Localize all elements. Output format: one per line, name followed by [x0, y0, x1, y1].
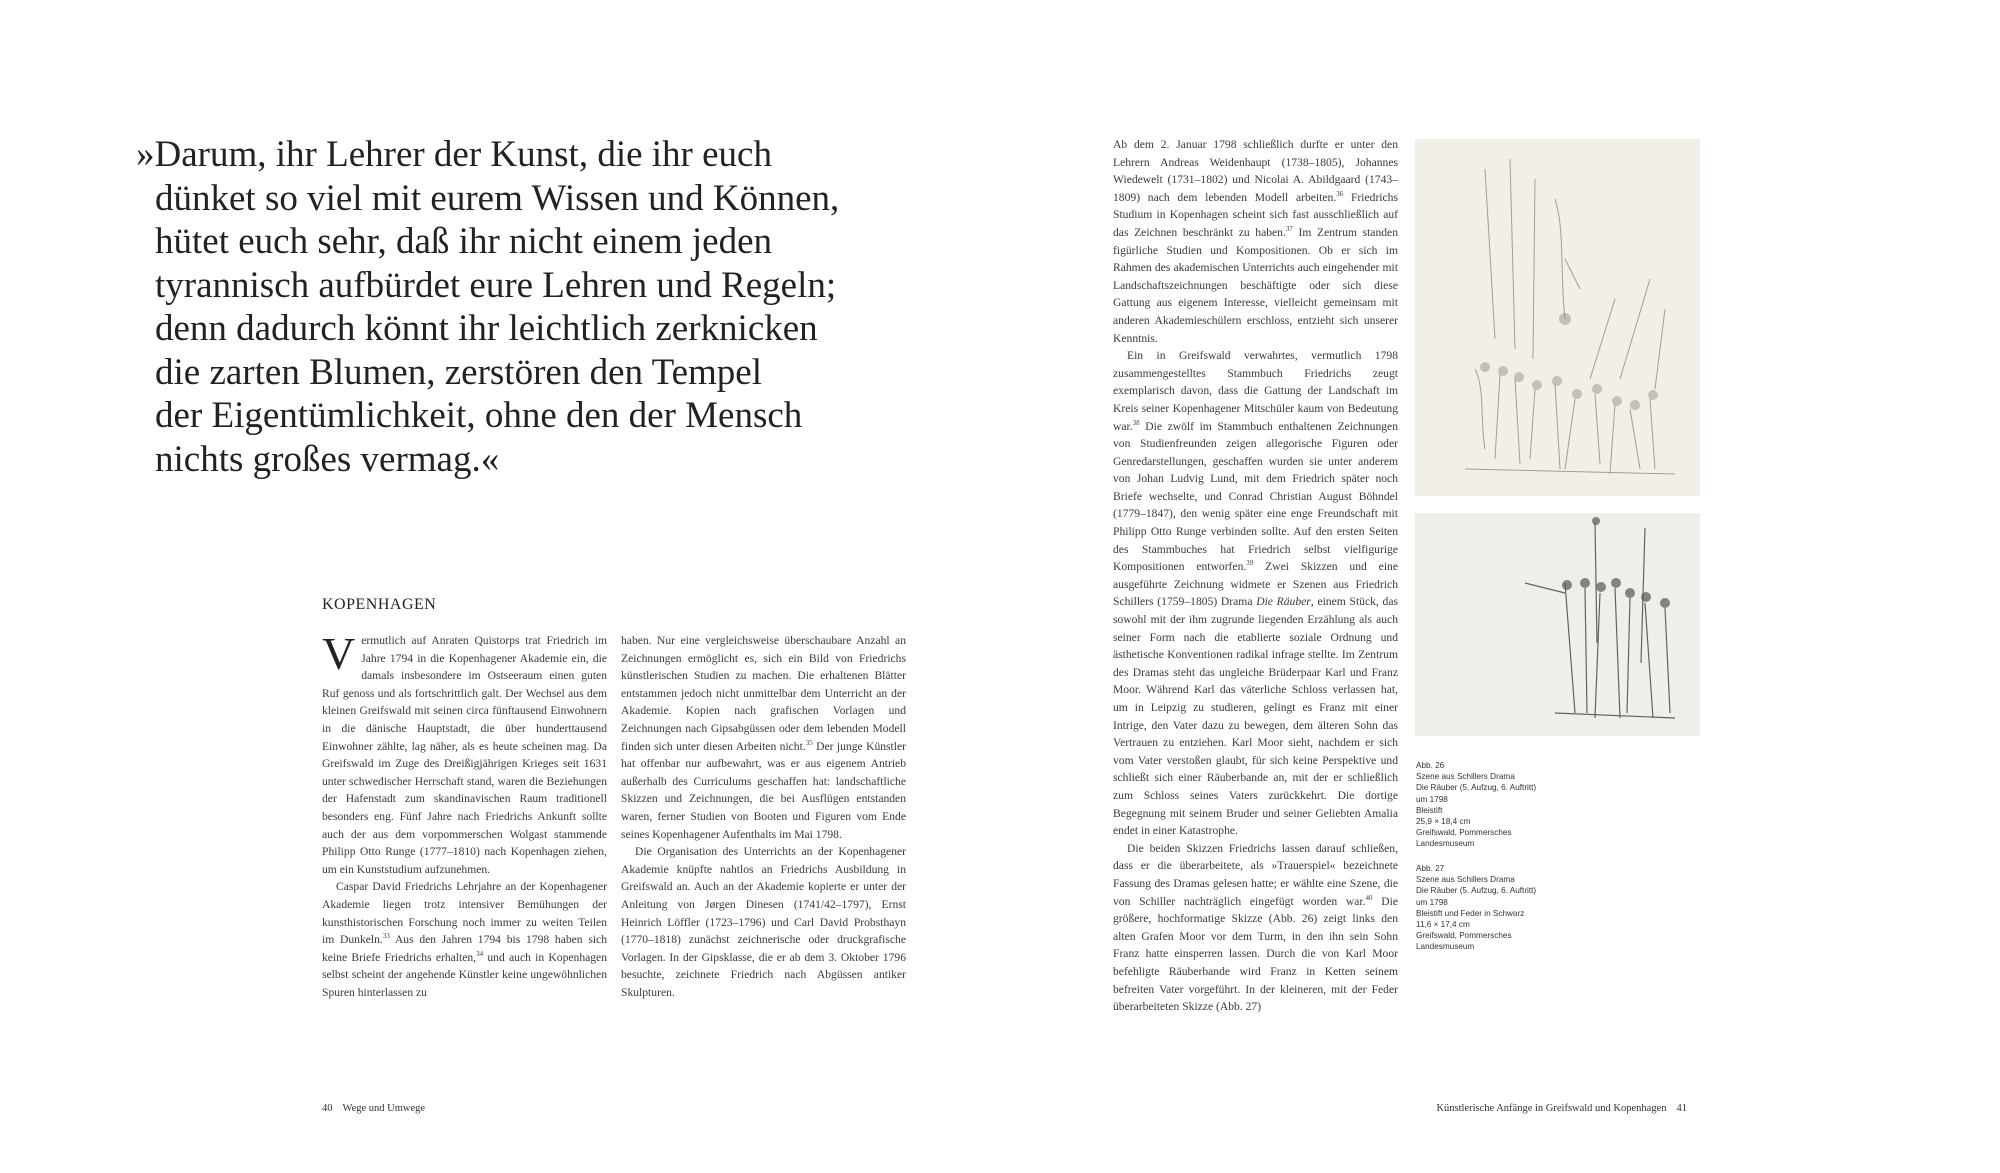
caption-line: um 1798 — [1416, 897, 1448, 907]
folio-left — [322, 1103, 425, 1114]
page-number: 40 — [322, 1103, 333, 1114]
caption-line: Szene aus Schillers Drama — [1416, 772, 1515, 782]
paragraph — [322, 878, 607, 1001]
caption-line: Bleistift und Feder in Schwarz — [1416, 908, 1525, 918]
paragraph-text: Die zwölf im Stammbuch enthaltenen Zeichnungen von Studienfreunden zeigen allegorische Figuren oder Genredarstellungen, geschaffen wurden sie unter anderem von Johan Ludvig Lund, mit dem Friedrich später noch Briefe wechselte, und Conrad Christian August Böhndel (1779–1847), den wenig später eine enge Freundschaft mit Philipp Otto Runge verbinden sollte. Auf den ersten Seiten des Stammbuches hat Friedrich selbst vielfigurige Kompositionen entworfen. — [1113, 419, 1398, 574]
quote-line: der Eigentümlichkeit, ohne den der Mensch — [155, 395, 803, 436]
footnote-ref: 34 — [476, 949, 484, 958]
figure-abb27-sketch — [1415, 513, 1700, 736]
paragraph-text: Die beiden Skizzen Friedrichs lassen darauf schließen, dass er die überarbeitete, als »Trauerspiel« bezeichnete Fassung des Dramas gelesen hatte; er wählte eine Szene, die von Schiller nachträglich eingefügt worden war. — [1113, 841, 1398, 908]
folio-right — [1436, 1103, 1687, 1114]
pencil-sketch-image — [1415, 139, 1700, 496]
paragraph-text: Zwei Skizzen und eine ausgeführte Zeichnung widmete er Szenen aus Friedrich Schillers (1759–1805) Drama — [1113, 560, 1398, 609]
paragraph — [621, 843, 906, 1001]
right-page — [1000, 0, 2000, 1173]
pen-sketch-image — [1415, 513, 1700, 736]
footnote-ref: 40 — [1365, 893, 1373, 902]
paragraph-text: haben. Nur eine vergleichsweise überschaubare Anzahl an Zeichnungen ermöglicht es, sich ein Bild von Friedrichs künstlerischen Studien zu machen. Die erhaltenen Blätter entstammen jedoch nicht unmittelbar dem Unterricht an der Akademie. Kopien nach grafischen Vorlagen und Zeichnungen nach Gipsabgüssen oder dem lebenden Modell finden sich unter diesen Arbeiten nicht. — [621, 634, 906, 753]
caption-line: 11,6 × 17,4 cm — [1416, 920, 1470, 930]
caption-line: Landesmuseum — [1416, 839, 1475, 849]
caption-line: Szene aus Schillers Drama — [1416, 875, 1515, 885]
caption-line: Abb. 26 — [1416, 761, 1445, 770]
paragraph-text: ermutlich auf Anraten Quistorps trat Friedrich im Jahre 1794 in die Kopenhagener Akademie ein, die damals insbesondere im Ostseeraum einen guten Ruf genoss und als fortschrittlich galt. Der Wechsel aus dem kleinen Greifswald mit seinen circa fünftausend Einwohnern in die dänische Hauptstadt, die über hunderttausend Einwohner zählte, lag näher, als es heute scheinen mag. Da Greifswald im Zuge des Dreißigjährigen Krieges seit 1631 unter schwedischer Herrschaft stand, waren die Beziehungen der Hafenstadt zum skandinavischen Raum traditionell besonders eng. Fünf Jahre nach Friedrichs Ankunft sollte auch der aus dem vorpommerschen Wolgast stammende Philipp Otto Runge (1777–1810) nach Kopenhagen ziehen, um ein Kunststudium aufzunehmen. — [322, 634, 607, 876]
text-column-middle — [621, 632, 906, 1001]
paragraph-text: , einem Stück, das sowohl mit der ihm zugrunde liegenden Erzählung als auch seiner Form nach die etablierte soziale Ordnung und ästhetische Konventionen radikal infrage stellte. Im Zentrum des Dramas steht das ungleiche Brüderpaar Karl und Franz Moor. Während Karl das väterliche Schloss verlassen hat, um in Leipzig zu studieren, gelingt es Franz mit einer Intrige, den Vater dazu zu bewegen, dem älteren Sohn das Vertrauen zu entziehen. Karl Moor sieht, nachdem er sich vom Vater verstoßen glaubt, für sich keine Perspektive und schließt sich einer Räuberbande an, mit der er schließlich zum Schloss seines Vaters zurückkehrt. Die dortige Begegnung mit seinem Bruder und seiner Geliebten Amalia endet in einer Katastrophe. — [1113, 595, 1398, 838]
caption-line: Abb. 27 — [1416, 864, 1445, 873]
quote-line: nichts großes vermag.« — [155, 438, 500, 480]
drop-cap: V — [322, 628, 356, 679]
paragraph — [1113, 347, 1398, 840]
caption-line: Greifswald, Pommersches — [1416, 931, 1512, 941]
paragraph-text: Friedrichs Studium in Kopenhagen scheint sich fast ausschließlich auf das Zeichnen beschränkt zu haben. — [1113, 190, 1398, 239]
footnote-ref: 33 — [382, 932, 390, 941]
paragraph — [621, 632, 906, 843]
quote-line: denn dadurch könnt ihr leichtlich zerknicken — [155, 308, 818, 349]
footnote-ref: 35 — [805, 738, 813, 747]
page-number: 41 — [1676, 1103, 1687, 1114]
work-title: Die Räuber — [1256, 595, 1311, 609]
paragraph-text: Aus den Jahren 1794 bis 1798 haben sich keine Briefe Friedrichs erhalten, — [322, 933, 607, 964]
paragraph — [322, 628, 607, 878]
quote-line: die zarten Blumen, zerstören den Tempel — [155, 351, 762, 393]
text-column-right — [1113, 136, 1398, 1016]
paragraph-text: Caspar David Friedrichs Lehrjahre an der Kopenhagener Akademie liegen trotz intensiver Bemühungen der kunsthistorischen Forschung noch immer zu weiten Teilen im Dunkeln. — [322, 880, 607, 947]
paragraph-text: Ein in Greifswald verwahrtes, vermutlich 1798 zusammengestelltes Stammbuch Friedrichs zeugt exemplarisch davon, dass die Gattung der Landschaft im Kreis seiner Kopenhagener Mitschüler kaum von Bedeutung war. — [1113, 349, 1398, 433]
paragraph-text: Die Organisation des Unterrichts an der Kopenhagener Akademie knüpfte nahtlos an Friedrichs Ausbildung in Greifswald an. Auch an der Akademie kopierte er unter der Anleitung von Jørgen Dinesen (1741/42–1797), Ernst Heinrich Löffler (1723–1796) und Carl David Probsthayn (1770–1818) zunächst zeichnerische oder druckgrafische Vorlagen. In der Gipsklasse, die er ab dem 3. Oktober 1796 besuchte, zeichnete Friedrich nach Abgüssen antiker Skulpturen. — [621, 845, 906, 999]
caption-line: um 1798 — [1416, 794, 1448, 804]
caption-line: Greifswald, Pommersches — [1416, 828, 1512, 838]
section-heading: KOPENHAGEN — [322, 596, 437, 613]
caption-line: Landesmuseum — [1416, 942, 1475, 952]
figure-abb26-sketch — [1415, 139, 1700, 496]
footnote-ref: 37 — [1285, 225, 1293, 234]
footnote-ref: 39 — [1246, 559, 1254, 568]
paragraph-text: Im Zentrum standen figürliche Studien und Kompositionen. Ob er sich im Rahmen des akademischen Unterrichts auch eingehender mit Landschaftszeichnungen beschäftigte oder sich diese Gattung aus eigenem Interesse, vielleicht gemeinsam mit anderen Akademieschülern erschloss, entzieht sich unserer Kenntnis. — [1113, 225, 1398, 345]
paragraph — [1113, 840, 1398, 1016]
quote-line: hütet euch sehr, daß ihr nicht einem jeden — [155, 221, 773, 262]
caption-line: Bleistift — [1416, 805, 1443, 815]
quote-line: »Darum, ihr Lehrer der Kunst, die ihr euch — [136, 134, 772, 175]
paragraph-text: Der junge Künstler hat offenbar nur aufbewahrt, was er aus eigenem Antrieb außerhalb des Curriculums geschaffen hat: landschaftliche Skizzen und Zeichnungen, die bei Ausflügen entstanden waren, ferner Studien von Booten und Figuren vom Ende seines Kopenhagener Aufenthalts im Mai 1798. — [621, 739, 906, 841]
running-head: Künstlerische Anfänge in Greifswald und Kopenhagen — [1436, 1103, 1667, 1114]
paragraph-text: Ab dem 2. Januar 1798 schließlich durfte er unter den Lehrern Andreas Weidenhaupt (1738–1805), Johannes Wiedewelt (1731–1802) und Nicolai A. Abildgaard (1743–1809) nach dem lebenden Modell arbeiten. — [1113, 138, 1398, 204]
caption-line: Die Räuber (5. Aufzug, 6. Auftritt) — [1416, 783, 1537, 793]
footnote-ref: 36 — [1336, 189, 1344, 198]
paragraph-text: und auch in Kopenhagen selbst scheint der angehende Künstler keine ungewöhnlichen Spuren hinterlassen zu — [322, 950, 608, 999]
caption-abb26 — [1416, 760, 1556, 850]
quote-line: tyrannisch aufbürdet eure Lehren und Regeln; — [155, 264, 837, 306]
paragraph — [1113, 136, 1398, 347]
running-head: Wege und Umwege — [342, 1103, 426, 1114]
caption-line: Die Räuber (5. Aufzug, 6. Auftritt) — [1416, 886, 1537, 896]
caption-abb27 — [1416, 863, 1556, 953]
caption-line: 25,9 × 18,4 cm — [1416, 817, 1471, 827]
paragraph-text: Die größere, hochformatige Skizze (Abb. 26) zeigt links den alten Grafen Moor vor dem Turm, in den ihn sein Sohn Franz hatte einsperren lassen. Durch die von Karl Moor befehligte Räuberbande wird Franz in Ketten seinem befreiten Vater vorgeführt. In der kleineren, mit der Feder überarbeiteten Skizze (Abb. 27) — [1113, 894, 1398, 1014]
text-column-left — [322, 628, 608, 1001]
footnote-ref: 38 — [1132, 418, 1140, 427]
quote-line: dünket so viel mit eurem Wissen und Können, — [155, 177, 840, 219]
pull-quote — [136, 133, 875, 481]
